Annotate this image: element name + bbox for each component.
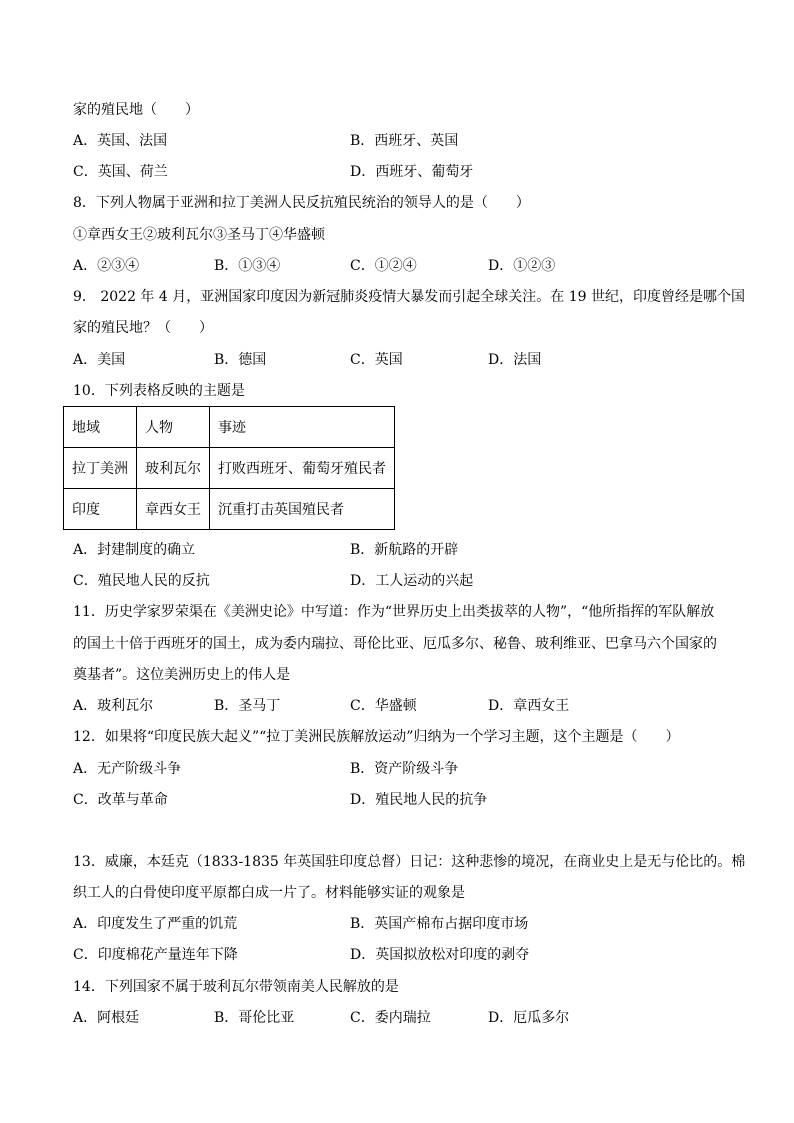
q8-list: ①章西女王②玻利瓦尔③圣马丁④华盛顿: [73, 227, 325, 243]
q7-option-d[interactable]: D．西班牙、葡萄牙: [350, 164, 474, 180]
table-cell: 沉重打击英国殖民者: [210, 489, 395, 530]
table-header-cell: 事迹: [210, 407, 395, 448]
q10-option-a[interactable]: A．封建制度的确立: [73, 542, 196, 558]
table-row: [64, 489, 395, 530]
q13-stem-line2: 织工人的白骨使印度平原都白成一片了。材料能够实证的观象是: [73, 885, 465, 901]
q12-stem: 12．如果将“印度民族大起义”“拉丁美洲民族解放运动”归纳为一个学习主题，这个主题是（ ）: [73, 729, 680, 745]
q7-option-c[interactable]: C．英国、荷兰: [73, 164, 168, 180]
q11-option-b[interactable]: B．圣马丁: [214, 698, 281, 714]
q7-option-a[interactable]: A．英国、法国: [73, 133, 168, 149]
q7-option-b[interactable]: B．西班牙、英国: [350, 133, 459, 149]
q14-option-d[interactable]: D．厄瓜多尔: [488, 1010, 570, 1026]
q9-stem-line2: 家的殖民地？（ ）: [73, 320, 213, 336]
q11-option-c[interactable]: C．华盛顿: [350, 698, 417, 714]
q11-option-a[interactable]: A．玻利瓦尔: [73, 698, 154, 714]
table-cell: 章西女王: [137, 489, 210, 530]
q12-option-d[interactable]: D．殖民地人民的抗争: [350, 792, 488, 808]
q13-stem-line1: 13．威廉，本廷克（1833-1835 年英国驻印度总督）日记：这种悲惨的境况，在商业史上是无与伦比的。棉: [73, 854, 746, 870]
q11-stem-line2: 的国土十倍于西班牙的国土，成为委内瑞拉、哥伦比亚、厄瓜多尔、秘鲁、玻利维亚、巴拿马六个国家的: [73, 636, 717, 652]
q12-option-c[interactable]: C．改革与革命: [73, 792, 168, 808]
q9-stem-line1: 9． 2022 年 4 月，亚洲国家印度因为新冠肺炎疫情大暴发而引起全球关注。在 19 世纪，印度曾经是哪个国: [73, 289, 745, 305]
q8-option-d[interactable]: D．①②③: [488, 258, 556, 274]
q10-option-b[interactable]: B．新航路的开辟: [350, 542, 459, 558]
q14-option-c[interactable]: C．委内瑞拉: [350, 1010, 431, 1026]
q10-option-c[interactable]: C．殖民地人民的反抗: [73, 573, 210, 589]
table-header-cell: 人物: [137, 407, 210, 448]
q9-option-c[interactable]: C．英国: [350, 352, 403, 368]
q7-stem-continued: 家的殖民地（ ）: [73, 102, 199, 118]
q9-option-a[interactable]: A．美国: [73, 352, 126, 368]
q13-option-a[interactable]: A．印度发生了严重的饥荒: [73, 916, 238, 932]
q12-option-b[interactable]: B．资产阶级斗争: [350, 761, 459, 777]
table-header-cell: 地域: [64, 407, 137, 448]
q10-table: [63, 406, 395, 530]
q14-option-a[interactable]: A．阿根廷: [73, 1010, 140, 1026]
table-cell: 打败西班牙、葡萄牙殖民者: [210, 448, 395, 489]
q11-option-d[interactable]: D．章西女王: [488, 698, 570, 714]
q14-option-b[interactable]: B．哥伦比亚: [214, 1010, 295, 1026]
q13-option-b[interactable]: B．英国产棉布占据印度市场: [350, 916, 529, 932]
q11-stem-line3: 奠基者”。这位美洲历史上的伟人是: [73, 667, 291, 683]
q12-option-a[interactable]: A．无产阶级斗争: [73, 761, 182, 777]
table-cell: 印度: [64, 489, 137, 530]
q14-stem: 14．下列国家不属于玻利瓦尔带领南美人民解放的是: [73, 979, 399, 995]
q9-option-d[interactable]: D．法国: [488, 352, 542, 368]
table-cell: 拉丁美洲: [64, 448, 137, 489]
q8-option-a[interactable]: A．②③④: [73, 258, 140, 274]
table-header-row: [64, 407, 395, 448]
q10-option-d[interactable]: D．工人运动的兴起: [350, 573, 474, 589]
q13-option-d[interactable]: D．英国拟放松对印度的剥夺: [350, 947, 530, 963]
q10-stem: 10．下列表格反映的主题是: [73, 383, 245, 399]
table-row: [64, 448, 395, 489]
q8-stem: 8．下列人物属于亚洲和拉丁美洲人民反抗殖民统治的领导人的是（ ）: [73, 195, 530, 211]
q8-option-c[interactable]: C．①②④: [350, 258, 417, 274]
q9-option-b[interactable]: B．德国: [214, 352, 267, 368]
table-cell: 玻利瓦尔: [137, 448, 210, 489]
q11-stem-line1: 11．历史学家罗荣渠在《美洲史论》中写道：作为“世界历史上出类拔萃的人物”，“他所指挥的军队解放: [73, 604, 715, 620]
q8-option-b[interactable]: B．①③④: [214, 258, 281, 274]
q13-option-c[interactable]: C．印度棉花产量连年下降: [73, 947, 238, 963]
